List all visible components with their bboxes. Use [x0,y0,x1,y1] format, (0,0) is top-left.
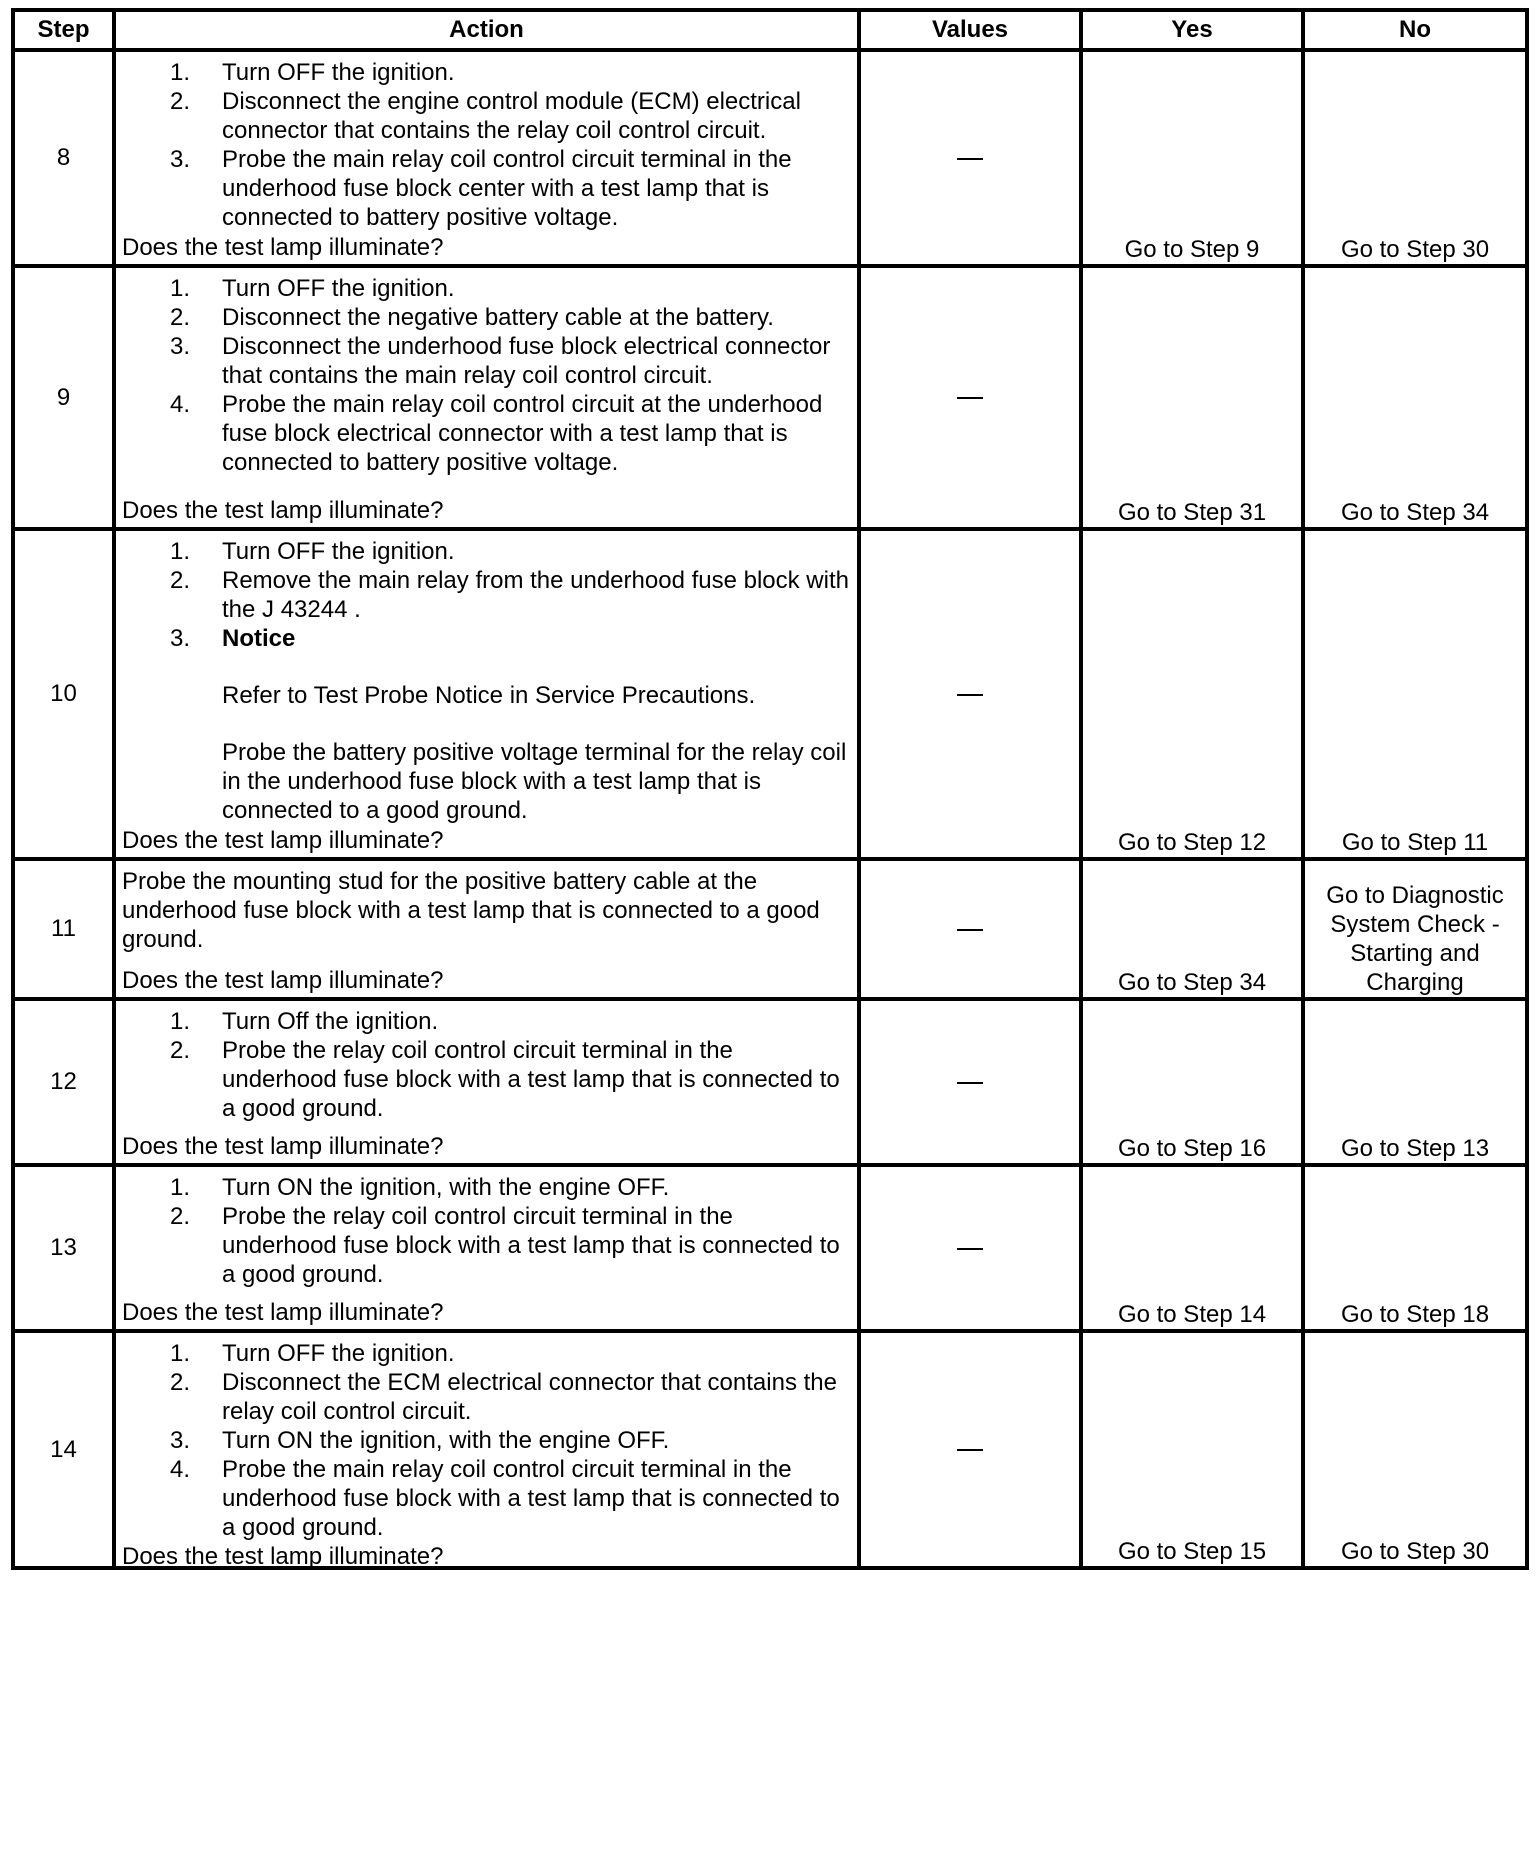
dash-mark [957,694,983,696]
list-item: 2. Remove the main relay from the underhood fuse block with the J 43244 . [170,567,849,623]
table-row [13,529,1527,859]
list-item: 2. Disconnect the ECM electrical connector that contains the relay coil control circuit. [170,1369,837,1425]
question-text: Does the test lamp illuminate? [122,1543,444,1570]
no-link[interactable]: Go to Step 30 [1303,50,1527,266]
question-text: Does the test lamp illuminate? [122,827,444,854]
header-values: Values [859,10,1081,50]
no-link[interactable]: Go to Step 13 [1303,999,1527,1165]
yes-link[interactable]: Go to Step 15 [1081,1331,1303,1568]
action-cell [114,266,859,529]
header-row [13,10,1527,50]
action-cell [114,999,859,1165]
list-item: 4. Probe the main relay coil control circuit at the underhood fuse block electrical connector with a test lamp that is connected to battery positive voltage. [170,391,823,476]
list-item: 1. Turn OFF the ignition. [170,1340,455,1367]
no-link[interactable]: Go to Step 18 [1303,1165,1527,1331]
yes-link[interactable]: Go to Step 12 [1081,529,1303,859]
no-link[interactable]: Go to Step 30 [1303,1331,1527,1568]
question-text: Does the test lamp illuminate? [122,1299,444,1326]
yes-link[interactable]: Go to Step 9 [1081,50,1303,266]
no-link[interactable]: Go to Diagnostic System Check - Starting and Charging [1303,859,1527,999]
yes-link[interactable]: Go to Step 16 [1081,999,1303,1165]
value-cell [859,999,1081,1165]
question-text: Does the test lamp illuminate? [122,234,444,261]
dash-mark [957,1082,983,1084]
list-item: 2. Probe the relay coil control circuit terminal in the underhood fuse block with a test lamp that is connected to a good ground. [170,1037,840,1122]
header-action: Action [114,10,859,50]
action-cell [114,859,859,999]
list-item: 2. Probe the relay coil control circuit terminal in the underhood fuse block with a test lamp that is connected to a good ground. [170,1203,840,1288]
dash-mark [957,1248,983,1250]
list-item: 1. Turn OFF the ignition. [170,59,455,86]
action-cell [114,1331,859,1568]
step-number: 10 [13,529,114,859]
action-steps [122,274,851,477]
value-cell [859,859,1081,999]
notice-title: Notice [222,625,296,652]
question-text: Does the test lamp illuminate? [122,1133,444,1160]
header-step: Step [13,10,114,50]
table-row [13,50,1527,266]
notice-text: Refer to Test Probe Notice in Service Precautions. [222,682,756,709]
list-item: 1. Turn OFF the ignition. [170,275,455,302]
table-row [13,859,1527,999]
step-number: 11 [13,859,114,999]
step-number: 13 [13,1165,114,1331]
list-item: 3. Probe the main relay coil control circuit terminal in the underhood fuse block center with a test lamp that is connected to battery positive voltage. [170,146,792,231]
list-item: 4. Probe the main relay coil control circuit terminal in the underhood fuse block with a test lamp that is connected to a good ground. [170,1456,840,1541]
table-row [13,1331,1527,1568]
table-row [13,266,1527,529]
question-text: Does the test lamp illuminate? [122,967,444,994]
dash-mark [957,1449,983,1451]
action-steps [122,537,851,825]
list-item: 3. Disconnect the underhood fuse block electrical connector that contains the main relay coil control circuit. [170,333,831,389]
action-cell [114,1165,859,1331]
list-item: 2. Disconnect the negative battery cable at the battery. [170,304,774,331]
header-no: No [1303,10,1527,50]
no-link[interactable]: Go to Step 34 [1303,266,1527,529]
yes-link[interactable]: Go to Step 14 [1081,1165,1303,1331]
step-number: 8 [13,50,114,266]
list-item: 3. Turn ON the ignition, with the engine OFF. [170,1427,670,1454]
diagnostic-table [11,8,1529,1570]
step-number: 9 [13,266,114,529]
action-steps [122,1339,851,1542]
action-steps [122,1173,851,1289]
header-yes: Yes [1081,10,1303,50]
dash-mark [957,397,983,399]
value-cell [859,266,1081,529]
list-item: 1. Turn ON the ignition, with the engine OFF. [170,1174,670,1201]
yes-link[interactable]: Go to Step 34 [1081,859,1303,999]
value-cell [859,1331,1081,1568]
action-cell [114,50,859,266]
step-number: 14 [13,1331,114,1568]
list-item: 2. Disconnect the engine control module (ECM) electrical connector that contains the relay coil control circuit. [170,88,801,144]
list-item: 3. Notice Refer to Test Probe Notice in Service Precautions. Probe the battery positive voltage terminal for the relay coil in the underhood fuse block with a test lamp that is connected to a good ground. [122,624,851,825]
action-text: Probe the mounting stud for the positive battery cable at the underhood fuse block with a test lamp that is connected to a good ground. [122,868,820,953]
action-steps [122,58,851,232]
value-cell [859,529,1081,859]
table-row [13,999,1527,1165]
dash-mark [957,158,983,160]
probe-instruction: Probe the battery positive voltage terminal for the relay coil in the underhood fuse block with a test lamp that is connected to a good ground. [222,739,847,824]
dash-mark [957,929,983,931]
list-item: 1. Turn Off the ignition. [170,1008,439,1035]
value-cell [859,50,1081,266]
yes-link[interactable]: Go to Step 31 [1081,266,1303,529]
table-row [13,1165,1527,1331]
value-cell [859,1165,1081,1331]
action-cell [114,529,859,859]
step-number: 12 [13,999,114,1165]
no-link[interactable]: Go to Step 11 [1303,529,1527,859]
action-steps [122,1007,851,1123]
question-text: Does the test lamp illuminate? [122,497,444,524]
list-item: 1. Turn OFF the ignition. [170,538,455,565]
